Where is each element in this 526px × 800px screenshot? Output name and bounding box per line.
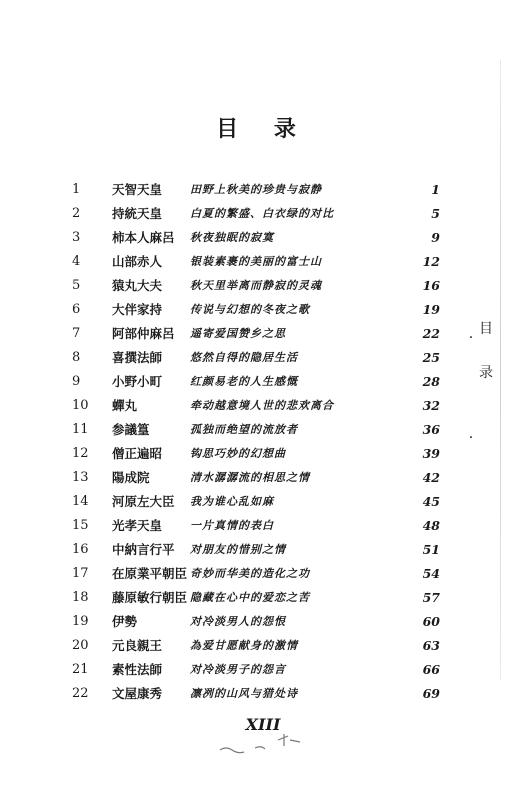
toc-entry-subtitle: 牵动越意境人世的悲欢离合 (190, 399, 334, 412)
side-running-title (476, 318, 496, 384)
toc-entry-page: 22 (422, 326, 440, 341)
toc-entry-poet-name: 蟬丸 (112, 398, 138, 413)
toc-entry-number: 6 (72, 302, 81, 317)
toc-entry-number: 10 (72, 398, 89, 413)
toc-entry-number: 4 (72, 254, 81, 269)
toc-entry (0, 490, 526, 514)
toc-entry-number: 12 (72, 446, 89, 461)
toc-entry (0, 658, 526, 682)
toc-entry-number: 11 (72, 422, 89, 437)
toc-entry-poet-name: 柿本人麻呂 (112, 230, 175, 245)
toc-entry (0, 466, 526, 490)
toc-entry-number: 14 (72, 494, 89, 509)
toc-entry-subtitle: 对朋友的惜别之情 (190, 543, 286, 556)
toc-entry-poet-name: 在原業平朝臣 (112, 566, 188, 581)
toc-entry-subtitle: 白夏的繁盛、白衣绿的对比 (190, 207, 334, 220)
toc-entry (0, 442, 526, 466)
toc-entry-subtitle: 一片真情的表白 (190, 519, 274, 532)
toc-entry (0, 394, 526, 418)
toc-entry-subtitle: 凛冽的山风与猎处诗 (190, 687, 298, 700)
toc-entry-number: 7 (72, 326, 81, 341)
toc-entry-page: 28 (422, 374, 440, 389)
toc-entry (0, 586, 526, 610)
toc-entry-page: 51 (422, 542, 440, 557)
toc-entry-page: 66 (422, 662, 440, 677)
side-running-title-text: 目 录 (479, 321, 493, 381)
toc-entry-poet-name: 参議篁 (112, 422, 150, 437)
side-dot-top: · (468, 330, 474, 346)
toc-entry-poet-name: 素性法師 (112, 662, 163, 677)
toc-entry-page: 60 (422, 614, 440, 629)
table-of-contents (0, 178, 526, 706)
toc-entry-page: 39 (422, 446, 440, 461)
toc-entry-page: 19 (422, 302, 440, 317)
toc-entry (0, 610, 526, 634)
toc-entry (0, 538, 526, 562)
handwritten-scribble (200, 728, 310, 758)
toc-entry-page: 36 (422, 422, 440, 437)
toc-entry-number: 5 (72, 278, 81, 293)
toc-entry-number: 22 (72, 686, 89, 701)
toc-entry (0, 298, 526, 322)
toc-entry (0, 346, 526, 370)
toc-entry (0, 682, 526, 706)
toc-entry-subtitle: 秋天里举离而静寂的灵魂 (190, 279, 322, 292)
toc-entry-poet-name: 喜撰法師 (112, 350, 163, 365)
toc-entry-poet-name: 山部赤人 (112, 254, 163, 269)
toc-entry-subtitle: 对冷淡男人的怨恨 (190, 615, 286, 628)
toc-entry-subtitle: 孤独而绝望的流放者 (190, 423, 298, 436)
toc-entry (0, 322, 526, 346)
toc-entry-number: 8 (72, 350, 81, 365)
toc-entry-subtitle: 秋夜独眠的寂寞 (190, 231, 274, 244)
toc-entry-poet-name: 藤原敏行朝臣 (112, 590, 188, 605)
toc-entry-poet-name: 文屋康秀 (112, 686, 163, 701)
toc-entry-number: 2 (72, 206, 81, 221)
toc-entry-poet-name: 阿部仲麻呂 (112, 326, 175, 341)
toc-entry-poet-name: 持統天皇 (112, 206, 163, 221)
toc-entry (0, 370, 526, 394)
toc-entry-number: 16 (72, 542, 89, 557)
page-number: XIII (245, 715, 281, 734)
toc-entry-page: 9 (431, 230, 440, 245)
toc-entry-subtitle: 钩思巧妙的幻想曲 (190, 447, 286, 460)
toc-entry (0, 274, 526, 298)
toc-entry-poet-name: 天智天皇 (112, 182, 163, 197)
toc-entry-page: 63 (422, 638, 440, 653)
toc-entry-number: 17 (72, 566, 89, 581)
toc-entry (0, 562, 526, 586)
toc-entry-page: 54 (422, 566, 440, 581)
toc-entry-subtitle: 遥寄爱国赞乡之思 (190, 327, 286, 340)
toc-entry-poet-name: 光孝天皇 (112, 518, 163, 533)
toc-entry-page: 48 (422, 518, 440, 533)
toc-entry-page: 32 (422, 398, 440, 413)
toc-entry-page: 16 (422, 278, 440, 293)
toc-entry-poet-name: 大伴家持 (112, 302, 163, 317)
toc-entry-page: 42 (422, 470, 440, 485)
toc-entry-subtitle: 对冷淡男子的怨言 (190, 663, 286, 676)
toc-entry-subtitle: 红颜易老的人生感慨 (190, 375, 298, 388)
toc-entry-subtitle: 田野上秋美的珍贵与寂静 (190, 183, 322, 196)
toc-entry-poet-name: 河原左大臣 (112, 494, 175, 509)
toc-entry (0, 514, 526, 538)
toc-entry-number: 13 (72, 470, 89, 485)
toc-entry-poet-name: 僧正遍昭 (112, 446, 163, 461)
toc-entry-subtitle: 隐藏在心中的爱恋之苦 (190, 591, 310, 604)
toc-entry (0, 202, 526, 226)
toc-entry-poet-name: 猿丸大夫 (112, 278, 163, 293)
toc-entry-subtitle: 清水潺潺流的相思之情 (190, 471, 310, 484)
toc-entry-number: 19 (72, 614, 89, 629)
toc-entry-subtitle: 我为谁心乱如麻 (190, 495, 274, 508)
toc-entry-number: 9 (72, 374, 81, 389)
toc-entry-page: 5 (431, 206, 440, 221)
toc-entry-page: 69 (422, 686, 440, 701)
side-dot-bottom: · (468, 430, 474, 446)
toc-entry-poet-name: 元良親王 (112, 638, 163, 653)
toc-entry-subtitle: 奇妙而华美的造化之功 (190, 567, 310, 580)
toc-entry-poet-name: 陽成院 (112, 470, 150, 485)
toc-entry-poet-name: 伊勢 (112, 614, 138, 629)
toc-entry-subtitle: 悠然自得的隐居生活 (190, 351, 298, 364)
toc-entry-page: 12 (422, 254, 440, 269)
toc-entry-page: 57 (422, 590, 440, 605)
toc-entry-poet-name: 中納言行平 (112, 542, 175, 557)
toc-entry-subtitle: 传说与幻想的冬夜之歌 (190, 303, 310, 316)
toc-entry (0, 250, 526, 274)
toc-entry-number: 15 (72, 518, 89, 533)
toc-entry-page: 45 (422, 494, 440, 509)
toc-entry-number: 1 (72, 182, 81, 197)
toc-entry-number: 21 (72, 662, 89, 677)
toc-entry-subtitle: 银装素裹的美丽的富士山 (190, 255, 322, 268)
toc-entry (0, 178, 526, 202)
toc-entry-number: 3 (72, 230, 81, 245)
toc-entry-page: 25 (422, 350, 440, 365)
toc-entry-number: 18 (72, 590, 89, 605)
toc-entry (0, 634, 526, 658)
toc-entry-number: 20 (72, 638, 89, 653)
toc-entry-page: 1 (431, 182, 440, 197)
toc-entry-subtitle: 為爱甘愿献身的激情 (190, 639, 298, 652)
toc-entry (0, 418, 526, 442)
toc-entry-poet-name: 小野小町 (112, 374, 163, 389)
toc-entry (0, 226, 526, 250)
page-title: 目 录 (216, 117, 310, 142)
